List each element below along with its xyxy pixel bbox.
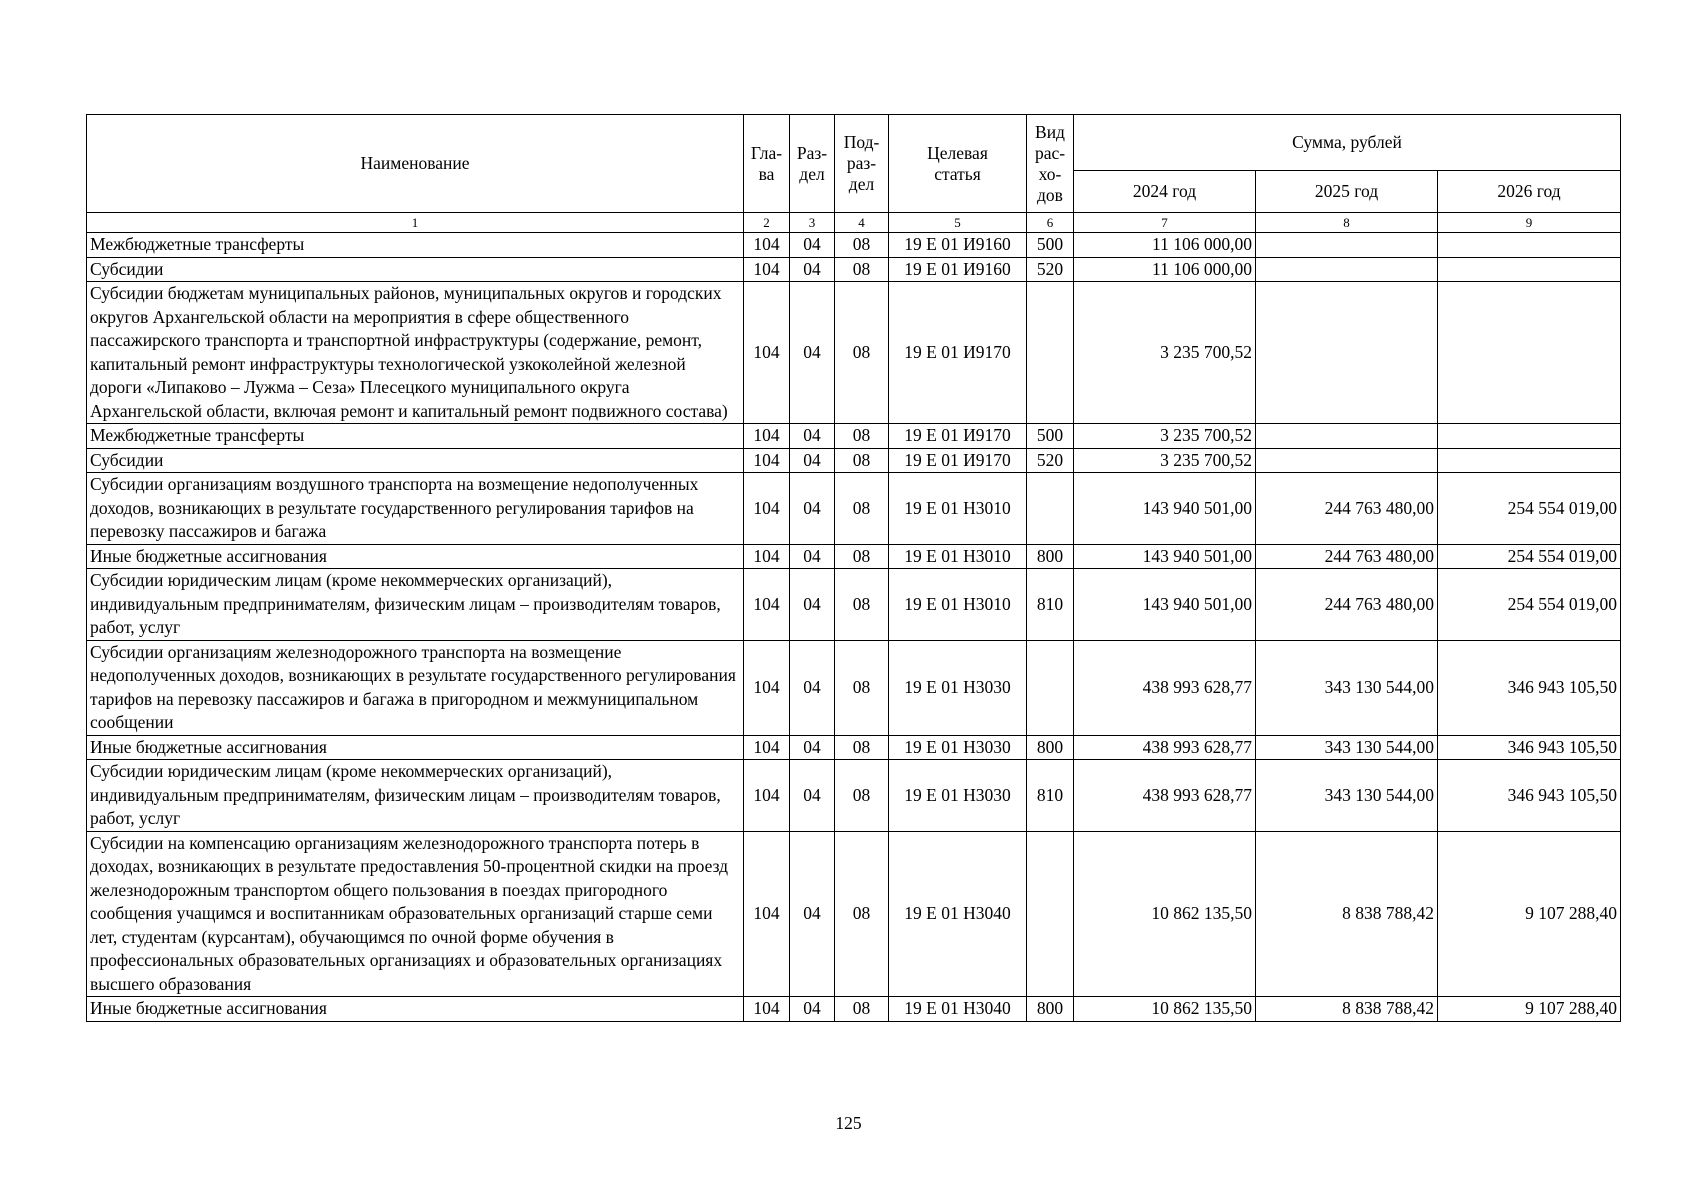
row-amount-2025: 244 763 480,00	[1256, 473, 1438, 545]
column-number-row	[87, 213, 1621, 233]
table-row	[87, 997, 1621, 1022]
row-amount-2026: 254 554 019,00	[1438, 569, 1621, 641]
row-vid: 800	[1027, 997, 1074, 1022]
row-podrazdel: 08	[835, 997, 889, 1022]
row-razdel: 04	[790, 831, 835, 997]
row-razdel: 04	[790, 569, 835, 641]
row-glava: 104	[744, 640, 790, 735]
row-tselevaya: 19 Е 01 Н3030	[889, 760, 1027, 832]
row-amount-2025: 343 130 544,00	[1256, 735, 1438, 760]
row-amount-2025	[1256, 424, 1438, 449]
row-name: Иные бюджетные ассигнования	[87, 735, 744, 760]
row-amount-2026: 346 943 105,50	[1438, 760, 1621, 832]
row-vid: 800	[1027, 735, 1074, 760]
row-razdel: 04	[790, 735, 835, 760]
row-name: Субсидии организациям железнодорожного транспорта на возмещение недополученных доходов, возникающих в результате государственного регулирования тарифов на перевозку пассажиров и багажа в пригородном и межмуниципальном сообщении	[87, 640, 744, 735]
table-row	[87, 424, 1621, 449]
row-razdel: 04	[790, 424, 835, 449]
row-razdel: 04	[790, 997, 835, 1022]
row-razdel: 04	[790, 448, 835, 473]
row-amount-2024: 11 106 000,00	[1074, 257, 1256, 282]
row-podrazdel: 08	[835, 544, 889, 569]
row-tselevaya: 19 Е 01 Н3030	[889, 735, 1027, 760]
row-razdel: 04	[790, 233, 835, 258]
row-tselevaya: 19 Е 01 Н3010	[889, 544, 1027, 569]
row-razdel: 04	[790, 544, 835, 569]
row-amount-2025	[1256, 233, 1438, 258]
row-tselevaya: 19 Е 01 Н3010	[889, 569, 1027, 641]
row-vid	[1027, 473, 1074, 545]
row-vid	[1027, 640, 1074, 735]
row-vid	[1027, 831, 1074, 997]
table-row	[87, 282, 1621, 424]
row-tselevaya: 19 Е 01 Н3040	[889, 831, 1027, 997]
row-amount-2024: 143 940 501,00	[1074, 544, 1256, 569]
row-amount-2024: 438 993 628,77	[1074, 735, 1256, 760]
row-glava: 104	[744, 233, 790, 258]
column-number: 5	[889, 213, 1027, 233]
row-vid: 520	[1027, 448, 1074, 473]
row-glava: 104	[744, 544, 790, 569]
row-tselevaya: 19 Е 01 Н3010	[889, 473, 1027, 545]
row-amount-2026	[1438, 448, 1621, 473]
row-amount-2026: 346 943 105,50	[1438, 640, 1621, 735]
row-amount-2024: 143 940 501,00	[1074, 569, 1256, 641]
row-amount-2025: 343 130 544,00	[1256, 640, 1438, 735]
table-row	[87, 760, 1621, 832]
row-glava: 104	[744, 735, 790, 760]
row-podrazdel: 08	[835, 257, 889, 282]
row-amount-2025	[1256, 448, 1438, 473]
row-tselevaya: 19 Е 01 И9160	[889, 257, 1027, 282]
row-amount-2026	[1438, 424, 1621, 449]
row-tselevaya: 19 Е 01 И9170	[889, 282, 1027, 424]
header-summa: Сумма, рублей	[1074, 115, 1621, 171]
column-number: 8	[1256, 213, 1438, 233]
row-amount-2025: 8 838 788,42	[1256, 831, 1438, 997]
row-amount-2024: 3 235 700,52	[1074, 448, 1256, 473]
row-amount-2026: 9 107 288,40	[1438, 831, 1621, 997]
row-podrazdel: 08	[835, 735, 889, 760]
row-amount-2025: 343 130 544,00	[1256, 760, 1438, 832]
page-number: 125	[835, 1113, 862, 1133]
column-number: 1	[87, 213, 744, 233]
header-name: Наименование	[87, 115, 744, 213]
row-name: Межбюджетные трансферты	[87, 233, 744, 258]
row-razdel: 04	[790, 760, 835, 832]
row-vid: 810	[1027, 569, 1074, 641]
column-number: 7	[1074, 213, 1256, 233]
row-amount-2026: 254 554 019,00	[1438, 473, 1621, 545]
column-number: 2	[744, 213, 790, 233]
row-podrazdel: 08	[835, 448, 889, 473]
row-name: Субсидии организациям воздушного транспорта на возмещение недополученных доходов, возникающих в результате государственного регулирования тарифов на перевозку пассажиров и багажа	[87, 473, 744, 545]
row-razdel: 04	[790, 257, 835, 282]
row-glava: 104	[744, 282, 790, 424]
table-row	[87, 544, 1621, 569]
row-name: Субсидии на компенсацию организациям железнодорожного транспорта потерь в доходах, возникающих в результате предоставления 50-процентной скидки на проезд железнодорожным транспортом общего пользования в поездах пригородного сообщения учащимся и воспитанникам образовательных организаций старше семи лет, студентам (курсантам), обучающимся по очной форме обучения в профессиональных образовательных организациях и образовательных организациях высшего образования	[87, 831, 744, 997]
row-glava: 104	[744, 257, 790, 282]
table-row	[87, 233, 1621, 258]
row-vid: 800	[1027, 544, 1074, 569]
row-name: Субсидии юридическим лицам (кроме некоммерческих организаций), индивидуальным предпринимателям, физическим лицам – производителям товаров, работ, услуг	[87, 760, 744, 832]
table-row	[87, 831, 1621, 997]
table-row	[87, 569, 1621, 641]
row-amount-2026	[1438, 233, 1621, 258]
row-tselevaya: 19 Е 01 Н3030	[889, 640, 1027, 735]
row-podrazdel: 08	[835, 569, 889, 641]
row-razdel: 04	[790, 282, 835, 424]
row-razdel: 04	[790, 473, 835, 545]
row-vid	[1027, 282, 1074, 424]
row-glava: 104	[744, 448, 790, 473]
row-name: Субсидии	[87, 448, 744, 473]
column-number: 9	[1438, 213, 1621, 233]
row-amount-2025	[1256, 257, 1438, 282]
table-row	[87, 735, 1621, 760]
table-header	[87, 115, 1621, 233]
table-row	[87, 448, 1621, 473]
row-amount-2024: 3 235 700,52	[1074, 424, 1256, 449]
row-name: Субсидии бюджетам муниципальных районов, муниципальных округов и городских округов Архангельской области на мероприятия в сфере общественного пассажирского транспорта и транспортной инфраструктуры (содержание, ремонт, капитальный ремонт инфраструктуры технологической узкоколейной железной дороги «Липаково – Лужма – Сеза» Плесецкого муниципального округа Архангельской области, включая ремонт и капитальный ремонт подвижного состава)	[87, 282, 744, 424]
row-podrazdel: 08	[835, 424, 889, 449]
row-glava: 104	[744, 831, 790, 997]
header-year-2026: 2026 год	[1438, 171, 1621, 213]
row-amount-2024: 10 862 135,50	[1074, 831, 1256, 997]
row-name: Иные бюджетные ассигнования	[87, 997, 744, 1022]
table-row	[87, 640, 1621, 735]
row-podrazdel: 08	[835, 233, 889, 258]
column-number: 3	[790, 213, 835, 233]
row-podrazdel: 08	[835, 831, 889, 997]
header-tselevaya: Целевая статья	[889, 115, 1027, 213]
header-year-2025: 2025 год	[1256, 171, 1438, 213]
row-podrazdel: 08	[835, 473, 889, 545]
row-amount-2024: 143 940 501,00	[1074, 473, 1256, 545]
row-name: Иные бюджетные ассигнования	[87, 544, 744, 569]
row-amount-2026: 254 554 019,00	[1438, 544, 1621, 569]
row-name: Субсидии	[87, 257, 744, 282]
row-amount-2025: 244 763 480,00	[1256, 544, 1438, 569]
budget-table	[86, 114, 1621, 1022]
row-amount-2026	[1438, 282, 1621, 424]
row-amount-2024: 438 993 628,77	[1074, 760, 1256, 832]
row-glava: 104	[744, 760, 790, 832]
row-glava: 104	[744, 569, 790, 641]
row-podrazdel: 08	[835, 282, 889, 424]
column-number: 6	[1027, 213, 1074, 233]
row-tselevaya: 19 Е 01 И9160	[889, 233, 1027, 258]
table-row	[87, 473, 1621, 545]
row-name: Субсидии юридическим лицам (кроме некоммерческих организаций), индивидуальным предпринимателям, физическим лицам – производителям товаров, работ, услуг	[87, 569, 744, 641]
row-amount-2026: 9 107 288,40	[1438, 997, 1621, 1022]
row-amount-2024: 3 235 700,52	[1074, 282, 1256, 424]
header-razdel: Раз- дел	[790, 115, 835, 213]
row-amount-2026	[1438, 257, 1621, 282]
row-vid: 520	[1027, 257, 1074, 282]
row-tselevaya: 19 Е 01 И9170	[889, 448, 1027, 473]
header-vid: Вид рас- хо- дов	[1027, 115, 1074, 213]
column-number: 4	[835, 213, 889, 233]
row-podrazdel: 08	[835, 760, 889, 832]
table-body	[87, 233, 1621, 1022]
row-tselevaya: 19 Е 01 И9170	[889, 424, 1027, 449]
header-year-2024: 2024 год	[1074, 171, 1256, 213]
row-podrazdel: 08	[835, 640, 889, 735]
row-amount-2026: 346 943 105,50	[1438, 735, 1621, 760]
row-amount-2024: 10 862 135,50	[1074, 997, 1256, 1022]
row-glava: 104	[744, 997, 790, 1022]
header-podrazdel: Под- раз- дел	[835, 115, 889, 213]
row-amount-2024: 438 993 628,77	[1074, 640, 1256, 735]
row-name: Межбюджетные трансферты	[87, 424, 744, 449]
row-amount-2024: 11 106 000,00	[1074, 233, 1256, 258]
row-amount-2025	[1256, 282, 1438, 424]
row-glava: 104	[744, 424, 790, 449]
row-glava: 104	[744, 473, 790, 545]
row-vid: 500	[1027, 233, 1074, 258]
row-amount-2025: 8 838 788,42	[1256, 997, 1438, 1022]
header-glava: Гла- ва	[744, 115, 790, 213]
row-vid: 500	[1027, 424, 1074, 449]
row-amount-2025: 244 763 480,00	[1256, 569, 1438, 641]
row-tselevaya: 19 Е 01 Н3040	[889, 997, 1027, 1022]
row-vid: 810	[1027, 760, 1074, 832]
table-row	[87, 257, 1621, 282]
row-razdel: 04	[790, 640, 835, 735]
